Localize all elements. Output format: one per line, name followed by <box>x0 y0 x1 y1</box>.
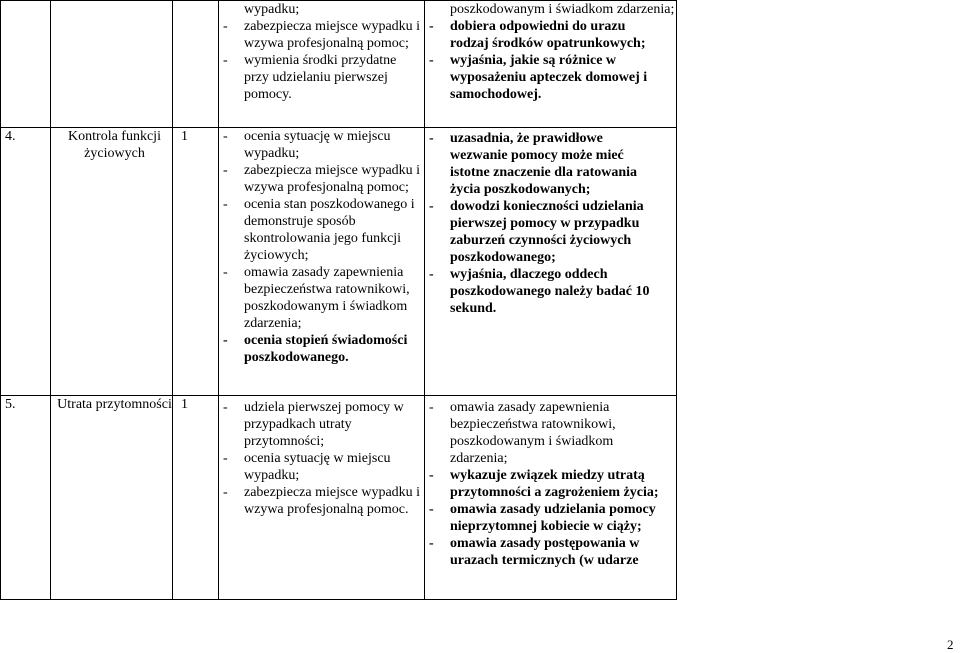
list-item <box>219 332 422 366</box>
dash-marker: - <box>429 267 434 282</box>
list-item-text: omawia zasady zapewnienia bezpieczeństwa ratownikowi, poszkodowanym i świadkom zdarzenia; <box>244 265 410 331</box>
topic-cell <box>51 128 173 396</box>
list-item <box>425 467 660 501</box>
hours-text: 1 <box>181 397 188 412</box>
list-item <box>219 264 422 332</box>
page-number: 2 <box>947 637 954 652</box>
list-item <box>219 196 422 264</box>
hours-text: 1 <box>181 129 188 144</box>
list-item-text: ocenia sytuację w miejscu wypadku; <box>244 129 391 161</box>
list-item <box>219 484 422 518</box>
list-item <box>219 450 422 484</box>
list-item-text: omawia zasady postępowania w urazach termicznych (w udarze <box>450 536 640 568</box>
list-item <box>219 128 422 162</box>
row-number-cell <box>1 128 51 396</box>
extended-requirements-cell <box>425 128 677 396</box>
basic-requirements-cell <box>219 1 425 128</box>
list-item-text: uzasadnia, że prawidłowe wezwanie pomocy może mieć istotne znaczenie dla ratowania życia poszkodowanych; <box>450 131 638 197</box>
list-item-text: ocenia stopień świadomości poszkodowanego. <box>244 333 408 365</box>
dash-marker: - <box>223 129 228 144</box>
basic-requirements-cell <box>219 396 425 600</box>
topic-cell <box>51 396 173 600</box>
dash-marker: - <box>429 502 434 517</box>
dash-marker: - <box>429 468 434 483</box>
dash-marker: - <box>429 400 434 415</box>
dash-marker: - <box>429 199 434 214</box>
list-item <box>425 501 660 535</box>
list-item <box>425 198 660 266</box>
dash-marker: - <box>429 536 434 551</box>
row-number-cell <box>1 396 51 600</box>
list-item <box>219 18 422 52</box>
list-item <box>219 399 422 450</box>
topic-cell <box>51 1 173 128</box>
dash-marker: - <box>223 53 228 68</box>
ext-list <box>425 396 676 569</box>
dash-marker: - <box>223 485 228 500</box>
list-item-text: omawia zasady zapewnienia bezpieczeństwa ratownikowi, poszkodowanym i świadkom zdarzenia; <box>450 400 616 466</box>
list-item-text: ocenia sytuację w miejscu wypadku; <box>244 451 391 483</box>
basic-list <box>219 396 424 518</box>
list-item <box>425 130 660 198</box>
list-item <box>425 266 660 317</box>
list-item-text: zabezpiecza miejsce wypadku i wzywa profesjonalną pomoc; <box>244 19 421 51</box>
hours-cell <box>173 396 219 600</box>
list-item-text: dobiera odpowiedni do urazu rodzaj środków opatrunkowych; <box>450 19 646 51</box>
basic-list <box>219 128 424 366</box>
extended-requirements-cell <box>425 1 677 128</box>
list-item-text: wykazuje związek miedzy utratą przytomności a zagrożeniem życia; <box>450 468 659 500</box>
ext-lead-text: poszkodowanym i świadkom zdarzenia; <box>450 2 675 17</box>
list-item <box>425 52 660 103</box>
hours-cell <box>173 1 219 128</box>
dash-marker: - <box>223 400 228 415</box>
basic-requirements-cell <box>219 128 425 396</box>
basic-lead-text: wypadku; <box>244 2 300 17</box>
list-item-text: zabezpiecza miejsce wypadku i wzywa profesjonalną pomoc. <box>244 485 421 517</box>
extended-requirements-cell <box>425 396 677 600</box>
dash-marker: - <box>223 333 228 348</box>
list-item <box>219 162 422 196</box>
dash-marker: - <box>429 53 434 68</box>
row-number: 5. <box>5 397 16 412</box>
dash-marker: - <box>223 451 228 466</box>
ext-list <box>425 128 676 317</box>
topic-text: Kontrola funkcji życiowych <box>68 129 161 161</box>
list-item-text: dowodzi konieczności udzielania pierwszej pomocy w przypadku zaburzeń czynności życiowych poszkodowanego; <box>450 199 644 265</box>
dash-marker: - <box>429 131 434 146</box>
list-item-text: wyjaśnia, dlaczego oddech poszkodowanego należy badać 10 sekund. <box>450 267 650 316</box>
row-number: 4. <box>5 129 16 144</box>
list-item <box>425 399 660 467</box>
ext-list <box>425 18 676 103</box>
dash-marker: - <box>223 197 228 212</box>
basic-list <box>219 18 424 103</box>
list-item <box>425 535 660 569</box>
table-body <box>1 1 677 600</box>
list-item-text: zabezpiecza miejsce wypadku i wzywa profesjonalną pomoc; <box>244 163 421 195</box>
table-row <box>1 1 677 128</box>
list-item-text: omawia zasady udzielania pomocy nieprzytomnej kobiecie w ciąży; <box>450 502 656 534</box>
topic-text: Utrata przytomności <box>57 397 172 412</box>
table-row <box>1 128 677 396</box>
dash-marker: - <box>223 163 228 178</box>
dash-marker: - <box>223 265 228 280</box>
list-item-text: wymienia środki przydatne przy udzielaniu pierwszej pomocy. <box>244 53 397 102</box>
list-item-text: ocenia stan poszkodowanego i demonstruje sposób skontrolowania jego funkcji życiowych; <box>244 197 415 263</box>
table-row <box>1 396 677 600</box>
row-number-cell <box>1 1 51 128</box>
hours-cell <box>173 128 219 396</box>
list-item-text: udziela pierwszej pomocy w przypadkach utraty przytomności; <box>244 400 404 449</box>
dash-marker: - <box>429 19 434 34</box>
list-item <box>219 52 422 103</box>
list-item-text: wyjaśnia, jakie są różnice w wyposażeniu apteczek domowej i samochodowej. <box>450 53 648 102</box>
dash-marker: - <box>223 19 228 34</box>
list-item <box>425 18 660 52</box>
